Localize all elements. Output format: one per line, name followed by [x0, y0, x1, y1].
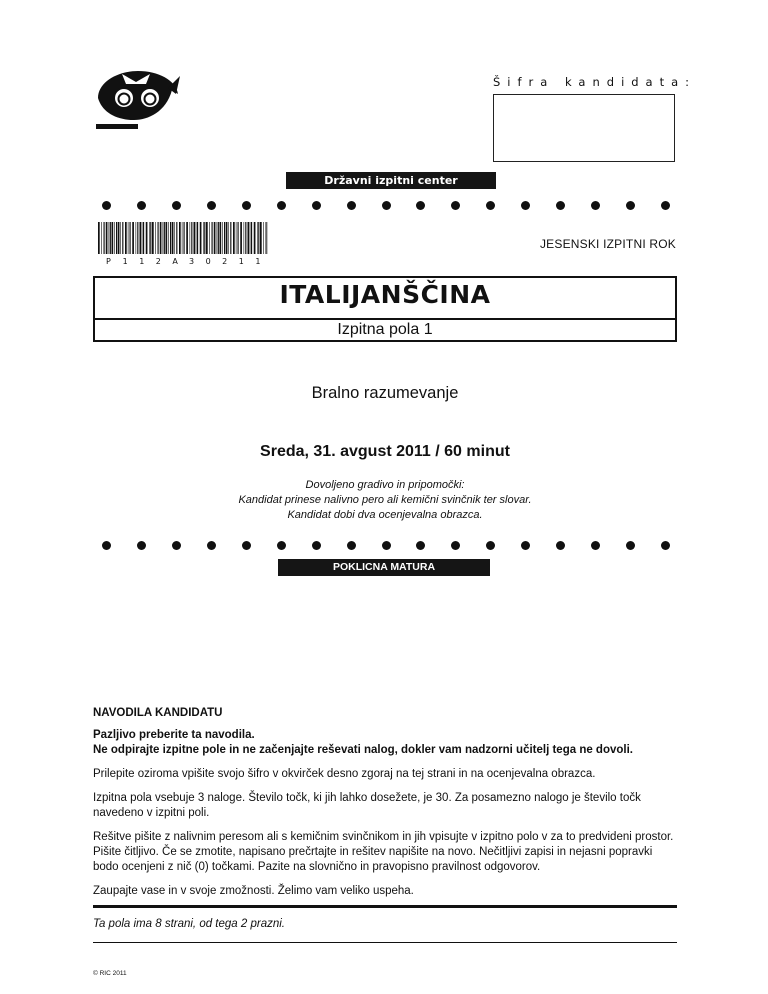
barcode-bar: [266, 222, 267, 254]
instructions-bold-line: Pazljivo preberite ta navodila.: [93, 729, 255, 741]
allowed-line: Kandidat prinese nalivno pero ali kemični svinčnik ter slovar.: [238, 494, 532, 506]
barcode-bar: [186, 222, 188, 254]
barcode-bar: [224, 222, 225, 254]
barcode-bar: [114, 222, 115, 254]
barcode-bar: [172, 222, 174, 254]
exam-term: JESENSKI IZPITNI ROK: [539, 237, 676, 251]
divider-dot: [521, 541, 530, 550]
barcode-bar: [220, 222, 222, 254]
barcode-bar: [150, 222, 151, 254]
barcode-digit: 0: [205, 257, 211, 266]
barcode-bar: [194, 222, 196, 254]
barcode-bar: [122, 222, 123, 254]
barcode-bar: [140, 222, 142, 254]
barcode-bar: [217, 222, 218, 254]
barcode-bar: [191, 222, 192, 254]
barcode-bar: [184, 222, 185, 254]
barcode-bar: [206, 222, 208, 254]
barcode-bar: [196, 222, 197, 254]
barcode-bar: [209, 222, 210, 254]
divider-dot: [102, 541, 111, 550]
section-title: Bralno razumevanje: [311, 384, 459, 402]
footer-thin-rule: [93, 942, 677, 943]
subject-title: ITALIJANŠČINA: [279, 280, 491, 309]
barcode-bar: [260, 222, 262, 254]
divider-dot: [277, 201, 286, 210]
barcode-digit: 1: [122, 257, 128, 266]
barcode-bar: [125, 222, 127, 254]
barcode-bar: [174, 222, 175, 254]
barcode-bar: [164, 222, 165, 254]
barcode-bar: [166, 222, 168, 254]
barcode-bar: [244, 222, 245, 254]
barcode-bar: [248, 222, 250, 254]
divider-dot: [312, 541, 321, 550]
barcode-bar: [214, 222, 216, 254]
divider-dot: [556, 541, 565, 550]
barcode-bar: [190, 222, 191, 254]
exam-center-bar: Državni izpitni center: [286, 172, 496, 189]
barcode-bar: [155, 222, 156, 254]
divider-dot: [172, 541, 181, 550]
barcode-digit: A: [172, 257, 178, 266]
barcode-bar: [152, 222, 154, 254]
divider-dot: [661, 201, 670, 210]
barcode-bar: [218, 222, 219, 254]
owl-logo: [92, 68, 184, 130]
divider-dot: [556, 201, 565, 210]
barcode-bar: [158, 222, 159, 254]
barcode-digit: 1: [139, 257, 145, 266]
barcode-bar: [176, 222, 177, 254]
divider-dot: [102, 201, 111, 210]
candidate-code-box[interactable]: [493, 94, 675, 162]
barcode-bar: [230, 222, 231, 254]
divider-dot: [312, 201, 321, 210]
barcode-bar: [200, 222, 202, 254]
divider-dot: [451, 201, 460, 210]
divider-dot: [347, 541, 356, 550]
dots-divider-bottom: [102, 537, 670, 553]
divider-dot: [591, 541, 600, 550]
barcode-digit: 1: [238, 257, 244, 266]
barcode-bar: [251, 222, 252, 254]
barcode-bar: [149, 222, 150, 254]
barcode-bar: [228, 222, 229, 254]
barcode-bar: [254, 222, 256, 254]
barcode-bar: [104, 222, 105, 254]
barcode-bar: [163, 222, 164, 254]
barcode-bar: [250, 222, 251, 254]
page-count-note: Ta pola ima 8 strani, od tega 2 prazni.: [93, 918, 285, 930]
divider-dot: [137, 541, 146, 550]
barcode-bar: [101, 222, 102, 254]
barcode-bar: [142, 222, 143, 254]
barcode-bar: [112, 222, 114, 254]
divider-dot: [486, 541, 495, 550]
allowed-materials: [93, 478, 677, 523]
barcode-bar: [160, 222, 162, 254]
copyright: © RIC 2011: [93, 970, 127, 977]
divider-dot: [242, 201, 251, 210]
allowed-line: Kandidat dobi dva ocenjevalna obrazca.: [287, 509, 483, 521]
barcode-bar: [106, 222, 108, 254]
barcode-bar: [203, 222, 204, 254]
divider-dot: [277, 541, 286, 550]
barcode-bar: [226, 222, 228, 254]
divider-dot: [347, 201, 356, 210]
divider-dot: [521, 201, 530, 210]
barcode-bar: [136, 222, 137, 254]
exam-type-bar: POKLICNA MATURA: [278, 559, 490, 576]
instructions: [93, 706, 677, 908]
barcode-bar: [204, 222, 205, 254]
divider-dot: [416, 541, 425, 550]
divider-dot: [172, 201, 181, 210]
barcode-digit: 3: [188, 257, 195, 266]
barcode-bar: [116, 222, 117, 254]
dots-divider-top: [102, 197, 670, 213]
divider-dot: [451, 541, 460, 550]
divider-dot: [591, 201, 600, 210]
divider-dot: [242, 541, 251, 550]
barcode-bar: [130, 222, 131, 254]
barcode-bar: [170, 222, 171, 254]
paper-title: Izpitna pola 1: [337, 321, 433, 338]
barcode-bar: [233, 222, 235, 254]
footer-rule: [93, 905, 677, 908]
barcode-digit: 1: [255, 257, 261, 266]
barcode-bar: [197, 222, 198, 254]
instructions-paragraph: Izpitna pola vsebuje 3 naloge. Število točk, ki jih lahko dosežete, je 30. Za posamezno nalogo je število točk navedeno v izpitni poli.: [93, 792, 641, 819]
barcode-bar: [98, 222, 100, 254]
divider-dot: [207, 541, 216, 550]
title-frame-divider: [95, 318, 675, 320]
barcode-bar: [143, 222, 144, 254]
barcode-bar: [258, 222, 259, 254]
instructions-paragraph: Prilepite oziroma vpišite svojo šifro v okvirček desno zgoraj na tej strani in na ocenjevalna obrazca.: [93, 768, 596, 780]
barcode-digit: P: [106, 257, 111, 266]
barcode-bar: [245, 222, 246, 254]
barcode-bar: [222, 222, 223, 254]
barcode-bar: [128, 222, 129, 254]
barcode-bar: [110, 222, 111, 254]
barcode-digit: 2: [155, 257, 161, 266]
instructions-heading: NAVODILA KANDIDATU: [93, 707, 223, 719]
barcode-bar: [236, 222, 237, 254]
barcode-digit: 2: [222, 257, 228, 266]
divider-dot: [382, 201, 391, 210]
barcode-bar: [132, 222, 134, 254]
divider-dot: [626, 201, 635, 210]
divider-dot: [626, 541, 635, 550]
divider-dot: [486, 201, 495, 210]
barcode-bar: [257, 222, 258, 254]
barcode-bar: [238, 222, 239, 254]
barcode-bar: [168, 222, 169, 254]
barcode-bar: [179, 222, 181, 254]
barcode-bar: [182, 222, 183, 254]
divider-dot: [207, 201, 216, 210]
divider-dot: [382, 541, 391, 550]
instructions-paragraph: Zaupajte vase in v svoje zmožnosti. Želimo vam veliko uspeha.: [93, 885, 414, 897]
barcode-bar: [146, 222, 148, 254]
barcode-bar: [120, 222, 121, 254]
allowed-line: Dovoljeno gradivo in pripomočki:: [305, 479, 465, 491]
divider-dot: [137, 201, 146, 210]
barcode-bar: [118, 222, 120, 254]
barcode-digits: [106, 257, 276, 266]
candidate-code-label: Šifra kandidata:: [493, 75, 697, 89]
barcode-bar: [109, 222, 110, 254]
barcode-bar: [137, 222, 138, 254]
barcode: [98, 222, 268, 254]
barcode-bar: [263, 222, 264, 254]
exam-date: Sreda, 31. avgust 2011 / 60 minut: [260, 443, 510, 460]
barcode-bar: [212, 222, 213, 254]
barcode-bar: [240, 222, 242, 254]
divider-dot: [416, 201, 425, 210]
divider-dot: [661, 541, 670, 550]
title-frame-bottom: [93, 340, 677, 342]
instructions-bold-line: Ne odpirajte izpitne pole in ne začenjajte reševati nalog, dokler vam nadzorni učitelj tega ne dovoli.: [93, 744, 633, 756]
instructions-paragraph: Rešitve pišite z nalivnim peresom ali s kemičnim svinčnikom in jih vpisujte v izpitno polo v za to predvideni prostor. Pišite čitljivo. Če se zmotite, napisano prečrtajte in rešitev napišite na novo. Nečitljivi zapisi in nejasni popravki bodo ocenjeni z nič (0) točkami. Pazite na slovnično in pravopisno pravilnost odgovorov.: [93, 831, 674, 873]
